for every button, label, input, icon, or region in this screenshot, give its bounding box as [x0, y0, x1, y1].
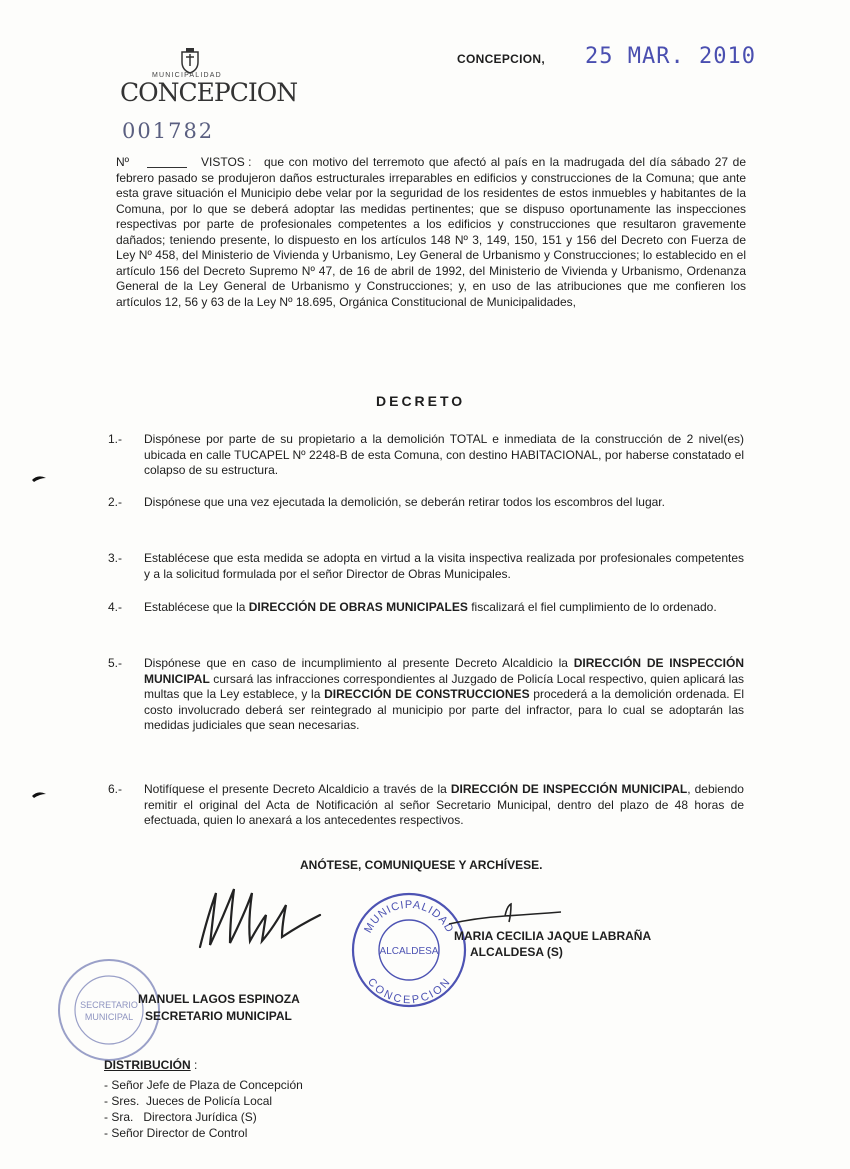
handwritten-signature-right	[445, 900, 565, 930]
office-name: DIRECCIÓN DE CONSTRUCCIONES	[324, 687, 530, 701]
office-name: DIRECCIÓN DE INSPECCIÓN MUNICIPAL	[450, 782, 688, 796]
office-name: DIRECCIÓN DE INSPECCIÓN MUNICIPAL	[144, 656, 744, 686]
signer-title-left: SECRETARIO MUNICIPAL	[145, 1009, 292, 1023]
punch-mark	[30, 472, 50, 486]
handwritten-signature-left	[190, 875, 330, 955]
item-text-part: Dispónese que en caso de incumplimiento al presente Decreto Alcaldicio la	[144, 656, 574, 670]
item-number: 2.-	[108, 495, 123, 509]
distribution-list	[104, 1077, 303, 1141]
item-text-part: procederá a la demolición ordenada. El costo involucrado deberá ser reintegrado al municipio por parte del infractor, para lo cual se adoptarán las medidas judiciales que sean necesarias.	[144, 687, 745, 732]
decree-item	[108, 551, 744, 582]
signer-name-left: MANUEL LAGOS ESPINOZA	[138, 992, 300, 1006]
vistos-label: VISTOS :	[201, 155, 252, 169]
stamp-text: MUNICIPALIDAD	[362, 898, 456, 936]
stamp-text: SECRETARIO	[80, 1000, 138, 1010]
item-text-part: Notifíquese el presente Decreto Alcaldicio a través de la	[144, 782, 451, 796]
logo-wordmark: CONCEPCION	[120, 78, 298, 107]
coat-of-arms-icon	[178, 48, 202, 74]
closing-formula: ANÓTESE, COMUNIQUESE Y ARCHÍVESE.	[300, 858, 543, 872]
item-number: 4.-	[108, 600, 123, 614]
item-text-part: Establécese que la	[144, 600, 249, 614]
distribution-heading	[104, 1058, 197, 1072]
item-number: 3.-	[108, 551, 123, 565]
item-text: Dispónese por parte de su propietario a la demolición TOTAL e inmediata de la construcción de 2 nivel(es) ubicada en calle TUCAPEL Nº 2248-B de esta Comuna, con destino HABITACIONAL, por haberse constatado el colapso de su estructura.	[144, 432, 744, 477]
distribution-line: - Sra. Directora Jurídica (S)	[104, 1110, 257, 1124]
item-number: 1.-	[108, 432, 123, 446]
decree-title: DECRETO	[376, 393, 466, 409]
signer-title-right: ALCALDESA (S)	[470, 945, 563, 959]
office-name: DIRECCIÓN DE OBRAS MUNICIPALES	[248, 600, 468, 614]
item-text-part: , debiendo remitir el original del Acta de Notificación al señor Secretario Municipal, dentro del plazo de 48 horas de efectuada, quien lo anexará a los antecedentes respectivos.	[144, 782, 744, 827]
item-text-part: cursará las infracciones correspondientes al Juzgado de Policía Local respectivo, quien aplicará las multas que la Ley establece, y la	[144, 671, 744, 701]
distribution-line: - Sres. Jueces de Policía Local	[104, 1094, 273, 1108]
item-number: 5.-	[108, 656, 123, 670]
decree-item	[108, 600, 744, 616]
signer-name-right: MARIA CECILIA JAQUE LABRAÑA	[454, 929, 652, 943]
date-stamp: 25 MAR. 2010	[585, 44, 756, 69]
stamp-text: ALCALDESA	[379, 946, 439, 957]
item-text-part: fiscalizará el fiel cumplimiento de lo ordenado.	[467, 600, 717, 614]
stamp-text: CONCEPCION	[364, 976, 454, 1007]
location-label: CONCEPCION,	[457, 52, 545, 66]
decree-number-stamp: 001782	[122, 119, 215, 143]
stamp-text: MUNICIPAL	[84, 1012, 134, 1022]
vistos-text: que con motivo del terremoto que afectó al país en la madrugada del día sábado 27 de febrero pasado se produjeron daños estructurales irreparables en edificios y construcciones de la Comuna; que ante esta grave situación el Municipio debe velar por la seguridad de los residentes de estos inmuebles y habitantes de la Comuna, por lo que se deberá adoptar las medidas pertinentes; que se dispuso oportunamente las inspecciones respectivas por parte de profesionales competentes a los edificios y construcciones que resultaron gravemente dañados; teniendo presente, lo dispuesto en los artículos 148 Nº 3, 149, 150, 151 y 156 del Decreto con Fuerza de Ley Nº 458, del Ministerio de Vivienda y Urbanismo, Ley General de Urbanismo y Construcciones; lo establecido en el artículo 156 del Decreto Supremo Nº 47, de 16 de abril de 1992, del Ministerio de Vivienda y Urbanismo, Ordenanza General de la Ley General de Urbanismo y Construcciones; y, en uso de las atribuciones que me confieren los artículos 12, 56 y 63 de la Ley Nº 18.695, Orgánica Constitucional de Municipalidades,	[116, 155, 746, 309]
distribution-line: - Señor Director de Control	[104, 1126, 248, 1140]
number-label: Nº	[116, 155, 130, 169]
distribution-title: DISTRIBUCIÓN	[104, 1058, 191, 1072]
item-number: 6.-	[108, 782, 123, 796]
decree-item	[108, 495, 744, 511]
decree-item	[108, 782, 744, 829]
item-text: Establécese que esta medida se adopta en virtud a la visita inspectiva realizada por profesionales competentes y a la solicitud formulada por el señor Director de Obras Municipales.	[144, 551, 744, 581]
logo-subtitle: MUNICIPALIDAD	[152, 72, 222, 79]
item-text	[144, 600, 744, 616]
item-text	[144, 782, 744, 829]
item-text: Dispónese que una vez ejecutada la demolición, se deberán retirar todos los escombros del lugar.	[144, 495, 665, 509]
distribution-line: - Señor Jefe de Plaza de Concepción	[104, 1078, 303, 1092]
decree-item	[108, 432, 744, 479]
punch-mark	[30, 788, 50, 802]
distribution-suffix: :	[190, 1058, 198, 1072]
decree-item	[108, 656, 744, 734]
item-text	[144, 656, 744, 734]
